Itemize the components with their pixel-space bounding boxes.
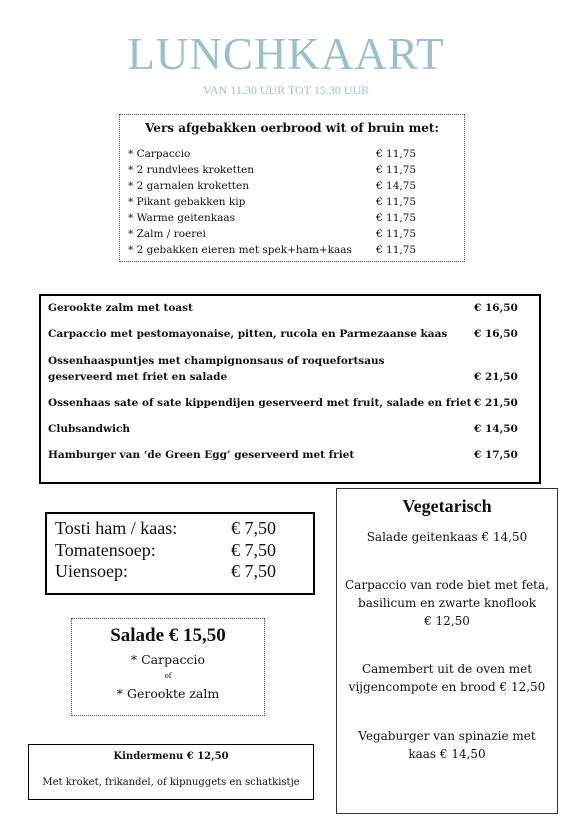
salade-separator: of [164,672,172,680]
menu-item-price: € 21,50 [474,397,518,409]
menu-item-price: € 17,50 [474,449,518,461]
menu-item-price: € 14,50 [474,423,518,435]
vegetarian-item-line: € 12,50 [424,614,470,628]
vegetarian-item-line: Carpaccio van rode biet met feta, [345,578,549,592]
vegetarian-item [345,660,549,696]
bread-menu-box [119,114,465,262]
menu-item-name: Tomatensoep: [55,540,156,560]
vegetarian-box [336,488,558,814]
menu-item-name: Ossenhaaspuntjes met champignonsaus of roquefortsaus [48,355,385,367]
menu-item-name: Hamburger van ‘de Green Egg’ geserveerd met friet [48,449,355,461]
salade-option: * Carpaccio [130,652,206,667]
menu-item-price: € 11,75 [376,212,417,224]
menu-item-price: € 16,50 [474,302,518,314]
menu-item [128,210,458,226]
vegetarian-title: Vegetarisch [402,496,492,516]
menu-item-name: Carpaccio met pestomayonaise, pitten, rucola en Parmezaanse kaas [48,328,448,340]
menu-item-name: * Carpaccio [128,148,191,160]
main-dishes-box [39,294,541,484]
menu-item-name: Tosti ham / kaas: [55,518,178,538]
menu-item-name: * Zalm / roerei [128,228,206,240]
menu-item [128,146,458,162]
vegetarian-item-line: Salade geitenkaas € 14,50 [366,530,528,544]
bread-menu-heading: Vers afgebakken oerbrood wit of bruin met: [145,121,439,135]
menu-item-name: Uiensoep: [55,561,128,581]
salade-title: Salade € 15,50 [110,625,226,646]
vegetarian-item [345,528,549,546]
menu-item-name: * Pikant gebakken kip [128,196,246,208]
menu-item-price: € 11,75 [376,228,417,240]
menu-item-name: * 2 rundvlees kroketten [128,164,255,176]
vegetarian-item [345,576,549,630]
menu-item-name: Gerookte zalm met toast [48,302,193,314]
menu-item-name: Ossenhaas sate of sate kippendijen geserveerd met fruit, salade en friet [48,397,472,409]
menu-item-price: € 7,50 [231,540,276,560]
vegetarian-item-line: Vegaburger van spinazie met [358,729,536,743]
kindermenu-description: Met kroket, frikandel, of kipnuggets en schatkistje [42,777,300,788]
menu-item-name: * 2 garnalen kroketten [128,180,249,192]
salade-option: * Gerookte zalm [116,686,220,701]
menu-item-price: € 21,50 [474,371,518,383]
menu-item-price: € 7,50 [231,518,276,538]
menu-item-name: * Warme geitenkaas [128,212,236,224]
vegetarian-item-line: vijgencompote en brood € 12,50 [348,680,546,694]
vegetarian-item [345,727,549,763]
menu-item [128,178,458,194]
menu-item [128,194,458,210]
menu-item-price: € 11,75 [376,244,417,256]
vegetarian-item-line: basilicum en zwarte knoflook [358,596,536,610]
menu-item [128,242,458,258]
kindermenu-title: Kindermenu € 12,50 [113,751,229,762]
menu-item-name-continued: geserveerd met friet en salade [48,371,228,383]
menu-item-price: € 11,75 [376,196,417,208]
menu-item-price: € 11,75 [376,148,417,160]
menu-item [128,226,458,242]
menu-item-price: € 14,75 [376,180,417,192]
kindermenu-box [28,744,314,800]
menu-item [128,162,458,178]
tosti-soup-box [45,512,315,595]
page-title: LUNCHKAART [127,29,445,79]
menu-item-price: € 16,50 [474,328,518,340]
menu-item-price: € 11,75 [376,164,417,176]
menu-item-name: Clubsandwich [48,423,131,435]
menu-item-price: € 7,50 [231,561,276,581]
vegetarian-item-line: kaas € 14,50 [408,747,486,761]
salade-box [71,618,265,716]
vegetarian-item-line: Camembert uit de oven met [361,662,533,676]
menu-item-name: * 2 gebakken eieren met spek+ham+kaas [128,244,352,256]
opening-hours: VAN 11.30 UUR TOT 15.30 UUR [202,83,370,97]
